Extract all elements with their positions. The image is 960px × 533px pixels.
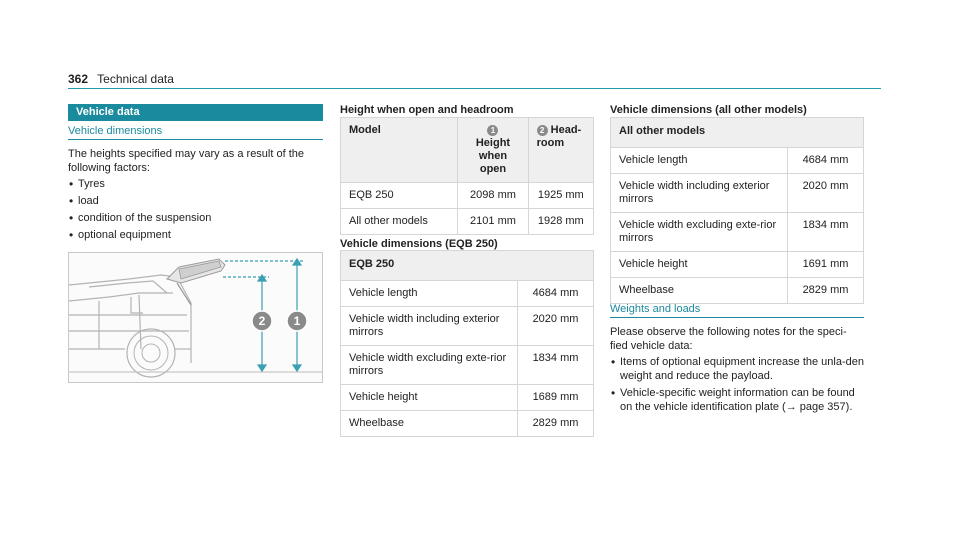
column-header-model: Model xyxy=(341,118,458,183)
list-item: • Items of optional equipment increase the unla-den weight and reduce the payload. xyxy=(610,355,864,383)
table-cell: 1689 mm xyxy=(518,385,594,411)
table-header: EQB 250 xyxy=(341,251,594,281)
table-cell: 1834 mm xyxy=(518,346,594,385)
table-row xyxy=(611,278,864,304)
column-header-height xyxy=(458,118,528,183)
table-row xyxy=(341,307,594,346)
table-row xyxy=(341,411,594,437)
vehicle-dimensions-heading: Vehicle dimensions xyxy=(68,125,163,137)
table-cell: 2098 mm xyxy=(458,183,528,209)
table-row xyxy=(341,346,594,385)
intro-text: The heights specified may vary as a result of the following factors: xyxy=(68,148,305,174)
callout-1 xyxy=(287,311,307,331)
vehicle-illustration xyxy=(68,252,323,383)
header-rule xyxy=(68,88,881,89)
eqb-table-title: Vehicle dimensions (EQB 250) xyxy=(340,238,498,250)
table-cell: Vehicle length xyxy=(611,148,788,174)
car-tailgate-drawing xyxy=(69,253,322,382)
eqb-dimensions-table xyxy=(340,250,594,437)
callout-1-label: 1 xyxy=(293,314,301,328)
table-cell: 2829 mm xyxy=(518,411,594,437)
table-cell: All other models xyxy=(341,209,458,235)
table-cell: Vehicle width including exterior mirrors xyxy=(341,307,518,346)
list-item: • optional equipment xyxy=(68,227,323,244)
table-row xyxy=(611,148,864,174)
page-header xyxy=(68,72,174,86)
table-cell: 2020 mm xyxy=(518,307,594,346)
table-row xyxy=(611,252,864,278)
page-number: 362 xyxy=(68,72,89,86)
table-cell: EQB 250 xyxy=(341,183,458,209)
table-header: All other models xyxy=(611,118,864,148)
table-cell: 1925 mm xyxy=(528,183,593,209)
table-row xyxy=(341,209,594,235)
list-item: • Tyres xyxy=(68,176,323,193)
table-row xyxy=(611,213,864,252)
other-table-title: Vehicle dimensions (all other models) xyxy=(610,104,807,116)
weights-heading: Weights and loads xyxy=(610,303,701,315)
table-row xyxy=(341,281,594,307)
table-cell: 1928 mm xyxy=(528,209,593,235)
table-cell: Wheelbase xyxy=(611,278,788,304)
table-cell: Vehicle width including exterior mirrors xyxy=(611,174,788,213)
table-cell: Vehicle width excluding exte-rior mirrors xyxy=(611,213,788,252)
list-item: • condition of the suspension xyxy=(68,210,323,227)
table-cell: 1691 mm xyxy=(788,252,864,278)
list-item: • load xyxy=(68,193,323,210)
other-dimensions-table xyxy=(610,117,864,304)
page-section-title: Technical data xyxy=(97,72,174,86)
height-table-title: Height when open and headroom xyxy=(340,104,514,116)
callout-2 xyxy=(252,311,272,331)
table-row xyxy=(341,385,594,411)
weights-intro: Please observe the following notes for the speci-fied vehicle data: xyxy=(610,326,847,352)
height-table xyxy=(340,117,594,235)
callout-1-marker: 1 xyxy=(487,125,498,136)
callout-2-label: 2 xyxy=(258,314,266,328)
table-row xyxy=(341,183,594,209)
table-cell: Wheelbase xyxy=(341,411,518,437)
column-header-height-label: Height when open xyxy=(475,137,511,175)
table-cell: Vehicle height xyxy=(611,252,788,278)
table-cell: 4684 mm xyxy=(788,148,864,174)
table-row xyxy=(341,118,594,183)
table-row xyxy=(611,174,864,213)
callout-2-marker: 2 xyxy=(537,125,548,136)
table-cell: 2020 mm xyxy=(788,174,864,213)
table-row xyxy=(341,251,594,281)
table-row xyxy=(611,118,864,148)
column-header-headroom-label: Head-room xyxy=(536,124,582,149)
table-cell: Vehicle width excluding exte-rior mirrors xyxy=(341,346,518,385)
list-item: • Vehicle-specific weight information can be found on the vehicle identification plate (→ page 357). xyxy=(610,386,864,414)
section-title-bar: Vehicle data xyxy=(68,104,323,121)
weights-list xyxy=(610,355,864,414)
table-cell: 2829 mm xyxy=(788,278,864,304)
factors-list xyxy=(68,176,323,244)
table-cell: 1834 mm xyxy=(788,213,864,252)
table-cell: Vehicle length xyxy=(341,281,518,307)
column-header-headroom xyxy=(528,118,593,183)
table-cell: Vehicle height xyxy=(341,385,518,411)
weights-heading-rule xyxy=(610,317,864,318)
table-cell: 4684 mm xyxy=(518,281,594,307)
sub-heading-rule xyxy=(68,139,323,140)
table-cell: 2101 mm xyxy=(458,209,528,235)
